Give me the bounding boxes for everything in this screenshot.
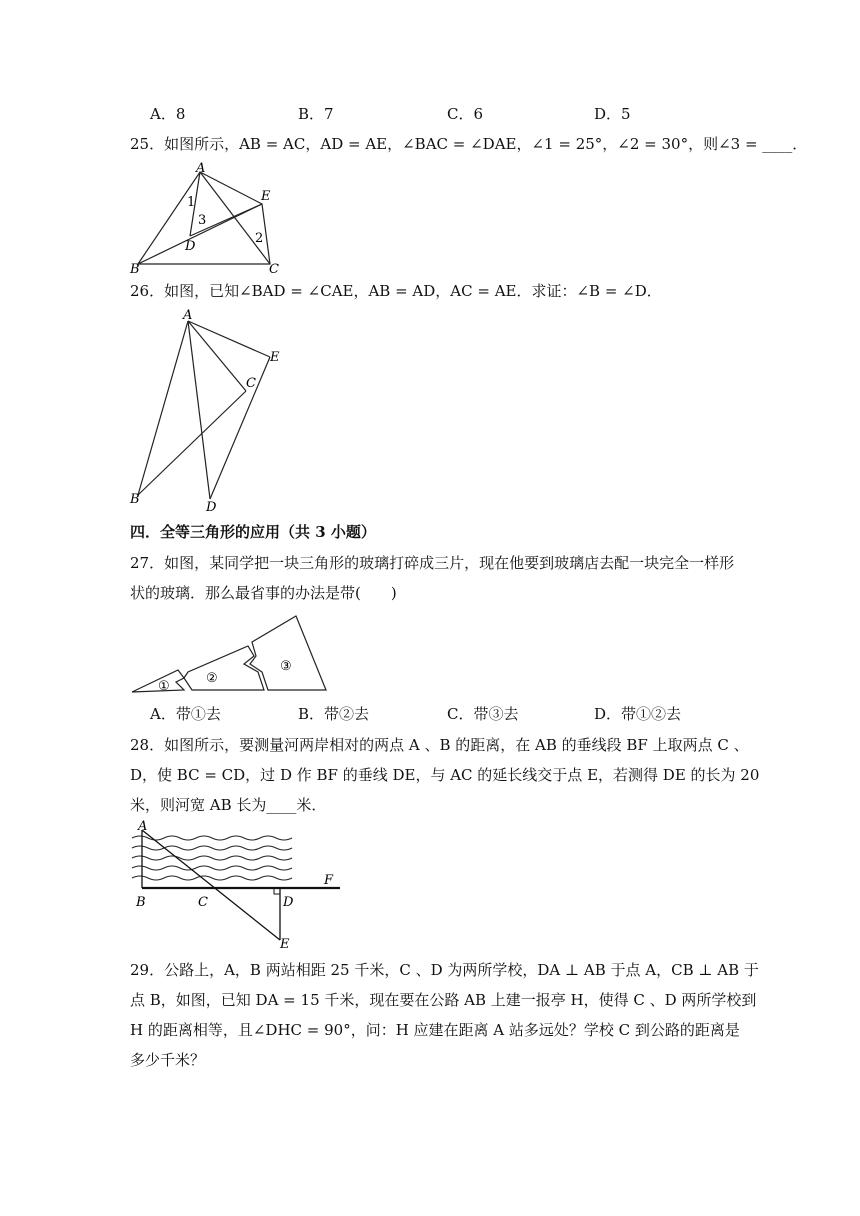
q29-question-line-1: 29．公路上，A，B 两站相距 25 千米，C 、D 为两所学校，DA ⊥ AB 于点 A，CB ⊥ AB 于	[130, 961, 759, 979]
q27-piece-3: ③	[280, 659, 292, 674]
q27-option-a: A．带①去	[150, 705, 221, 723]
q27-piece-2: ②	[206, 671, 218, 686]
q27-question-line-2: 状的玻璃．那么最省事的办法是带( )	[130, 584, 397, 602]
q26-question-text: 26．如图，已知∠BAD = ∠CAE，AB = AD，AC = AE．求证：∠B = ∠D．	[130, 282, 662, 300]
q28-figure	[128, 818, 348, 953]
q28-label-a: A	[138, 819, 148, 834]
q26-figure	[128, 305, 288, 515]
q26-label-a: A	[183, 308, 193, 323]
q24-option-a: A．8	[150, 105, 186, 123]
q28-label-e: E	[280, 937, 290, 952]
q28-label-b: B	[136, 895, 146, 910]
q28-question-line-1: 28．如图所示，要测量河两岸相对的两点 A 、B 的距离，在 AB 的垂线段 BF 上取两点 C 、	[130, 736, 749, 754]
q29-question-line-4: 多少千米？	[130, 1051, 206, 1069]
q25-label-e: E	[261, 189, 271, 204]
q26-label-e: E	[270, 350, 280, 365]
q25-angle-3: 3	[198, 213, 207, 228]
section-heading: 四．全等三角形的应用（共 3 小题）	[130, 523, 376, 541]
q26-label-c: C	[246, 376, 256, 391]
q24-option-b: B．7	[298, 105, 334, 123]
q25-figure	[128, 160, 288, 275]
q28-question-line-3: 米，则河宽 AB 长为____米．	[130, 796, 327, 814]
q28-label-c: C	[198, 895, 208, 910]
q29-question-line-3: H 的距离相等，且∠DHC = 90°，问：H 应建在距离 A 站多远处？学校 C 到公路的距离是	[130, 1021, 740, 1039]
q28-label-d: D	[283, 895, 294, 910]
q25-label-d: D	[185, 239, 196, 254]
q26-label-b: B	[130, 492, 140, 507]
q25-question-text: 25．如图所示，AB = AC，AD = AE，∠BAC = ∠DAE，∠1 = 25°，∠2 = 30°，则∠3 = ____．	[130, 135, 808, 153]
q27-option-c: C．带③去	[447, 705, 519, 723]
q24-option-c: C．6	[447, 105, 484, 123]
q29-question-line-2: 点 B，如图，已知 DA = 15 千米，现在要在公路 AB 上建一报亭 H，使得 C 、D 两所学校到	[130, 991, 757, 1009]
q27-figure	[128, 612, 333, 697]
q25-angle-1: 1	[187, 195, 196, 210]
q24-option-d: D．5	[594, 105, 631, 123]
q27-option-d: D．带①②去	[594, 705, 682, 723]
q25-label-c: C	[269, 262, 279, 277]
q27-piece-1: ①	[158, 679, 170, 694]
q27-option-b: B．带②去	[298, 705, 370, 723]
q25-label-a: A	[196, 161, 206, 176]
q27-question-line-1: 27．如图，某同学把一块三角形的玻璃打碎成三片，现在他要到玻璃店去配一块完全一样形	[130, 554, 735, 572]
q26-label-d: D	[206, 500, 217, 515]
q25-label-b: B	[130, 262, 140, 277]
q28-question-line-2: D，使 BC = CD，过 D 作 BF 的垂线 DE，与 AC 的延长线交于点 E，若测得 DE 的长为 20	[130, 766, 760, 784]
q28-label-f: F	[324, 873, 334, 888]
q25-angle-2: 2	[255, 231, 264, 246]
river-waves	[132, 836, 292, 880]
